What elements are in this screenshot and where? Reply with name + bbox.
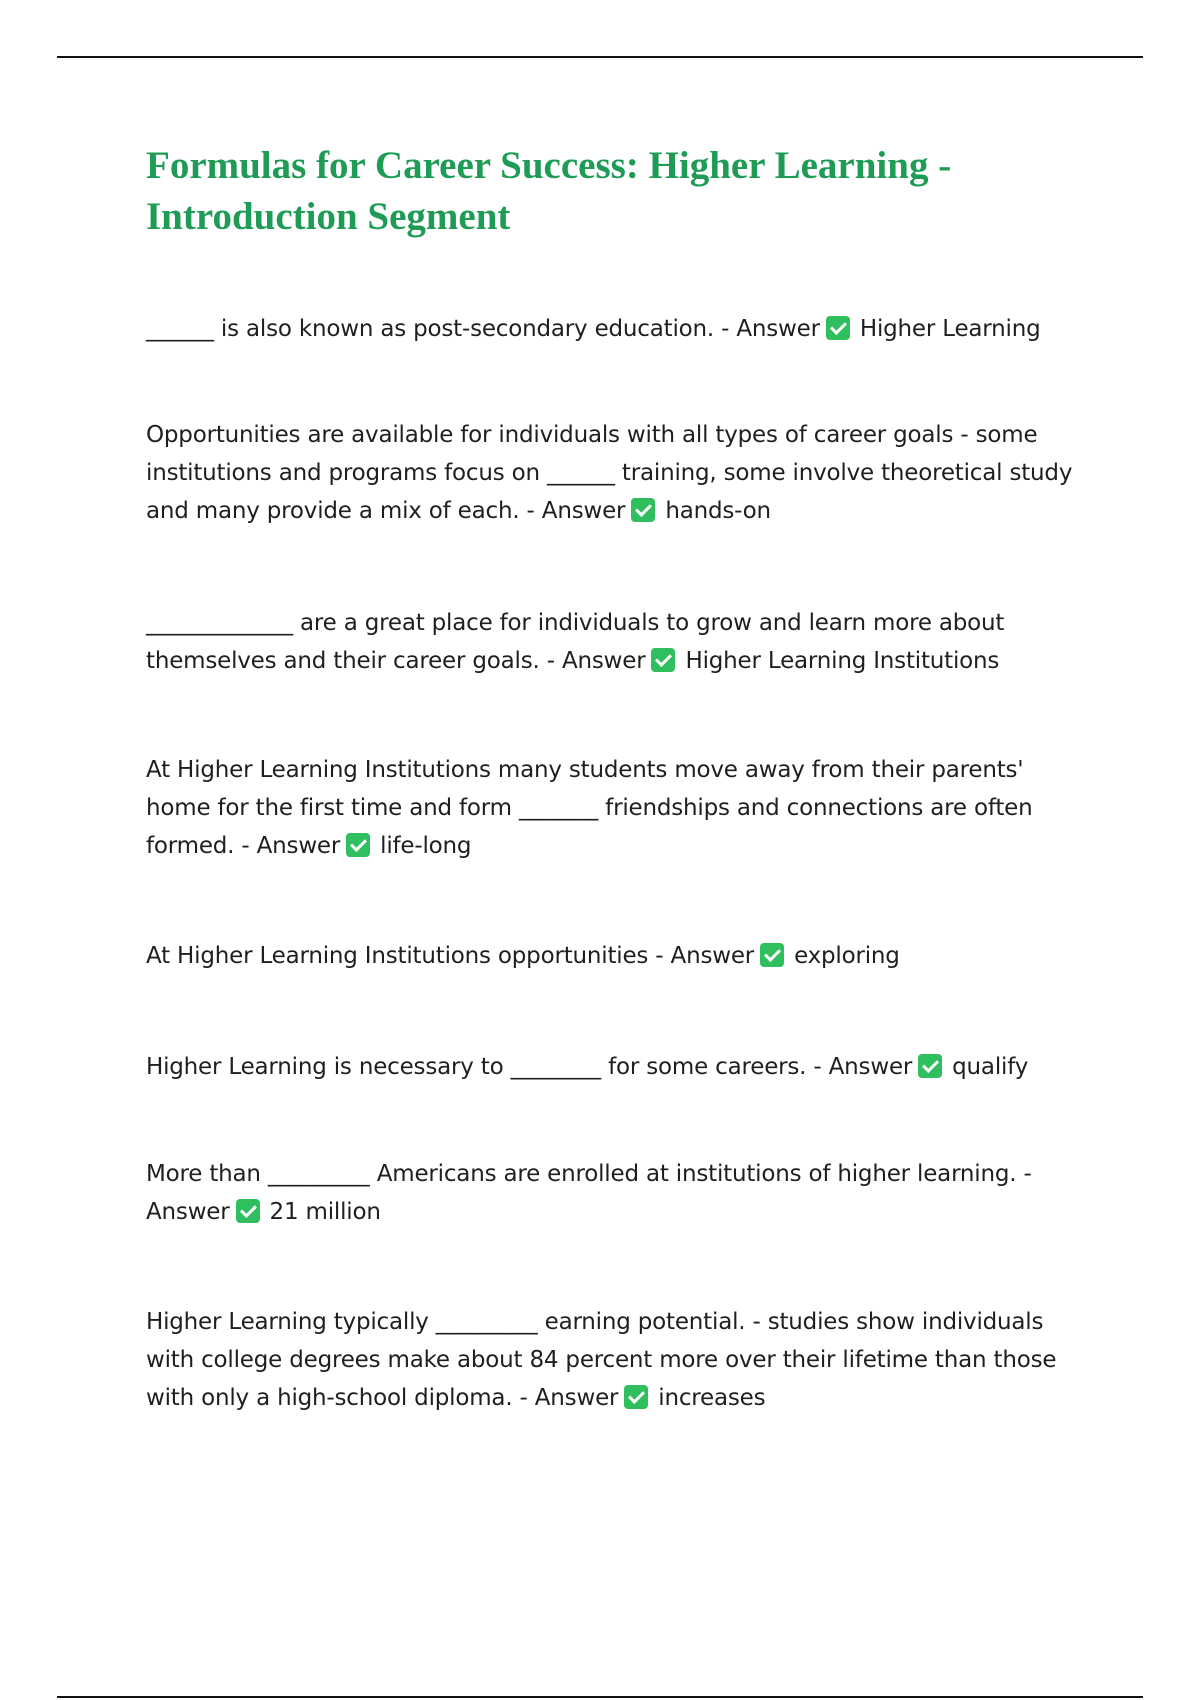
answer-text: Higher Learning	[859, 316, 1041, 342]
qa-item-1	[146, 310, 1086, 348]
answer-text: qualify	[952, 1054, 1029, 1080]
question-text: Higher Learning is necessary to ________ for some careers. -	[146, 1054, 822, 1080]
check-icon	[826, 316, 850, 340]
question-text: At Higher Learning Institutions opportunities -	[146, 943, 664, 969]
answer-label: Answer	[146, 1199, 230, 1225]
answer-label: Answer	[828, 1054, 913, 1080]
check-icon	[624, 1385, 648, 1409]
check-icon	[651, 648, 675, 672]
answer-text: exploring	[794, 943, 900, 969]
question-text: Opportunities are available for individuals with all types of career goals - some institutions and programs focus on ______ training, some involve theoretical study and many provide a mix of each. -	[146, 422, 1073, 524]
qa-item-7	[146, 1155, 1086, 1231]
answer-text: increases	[658, 1385, 766, 1411]
answer-text: Higher Learning Institutions	[685, 648, 1000, 674]
qa-item-8	[146, 1303, 1086, 1417]
qa-item-6	[146, 1048, 1086, 1086]
qa-item-4	[146, 751, 1086, 865]
top-rule	[57, 56, 1143, 58]
check-icon	[918, 1054, 942, 1078]
qa-item-2	[146, 416, 1086, 530]
question-text: More than _________ Americans are enrolled at institutions of higher learning. -	[146, 1161, 1032, 1187]
answer-label: Answer	[670, 943, 755, 969]
check-icon	[760, 943, 784, 967]
answer-text: hands-on	[665, 498, 771, 524]
answer-label: Answer	[541, 498, 626, 524]
bottom-rule	[57, 1696, 1143, 1698]
answer-text: life-long	[380, 833, 472, 859]
answer-label: Answer	[534, 1385, 619, 1411]
qa-item-3	[146, 604, 1086, 680]
answer-text: 21 million	[269, 1199, 381, 1225]
question-text: _____________ are a great place for individuals to grow and learn more about themselves and their career goals. -	[146, 610, 1005, 674]
question-text: ______ is also known as post-secondary education. -	[146, 316, 730, 342]
answer-label: Answer	[256, 833, 341, 859]
document-title: Formulas for Career Success: Higher Learning - Introduction Segment	[146, 144, 952, 238]
answer-label: Answer	[561, 648, 646, 674]
check-icon	[236, 1199, 260, 1223]
question-text: Higher Learning typically _________ earning potential. - studies show individuals with college degrees make about 84 percent more over their lifetime than those with only a high-school diploma. -	[146, 1309, 1057, 1411]
qa-item-5	[146, 937, 1086, 975]
check-icon	[631, 498, 655, 522]
answer-label: Answer	[736, 316, 820, 342]
question-text: At Higher Learning Institutions many students move away from their parents' home for the first time and form _______ friendships and connections are often formed. -	[146, 757, 1033, 859]
check-icon	[346, 833, 370, 857]
